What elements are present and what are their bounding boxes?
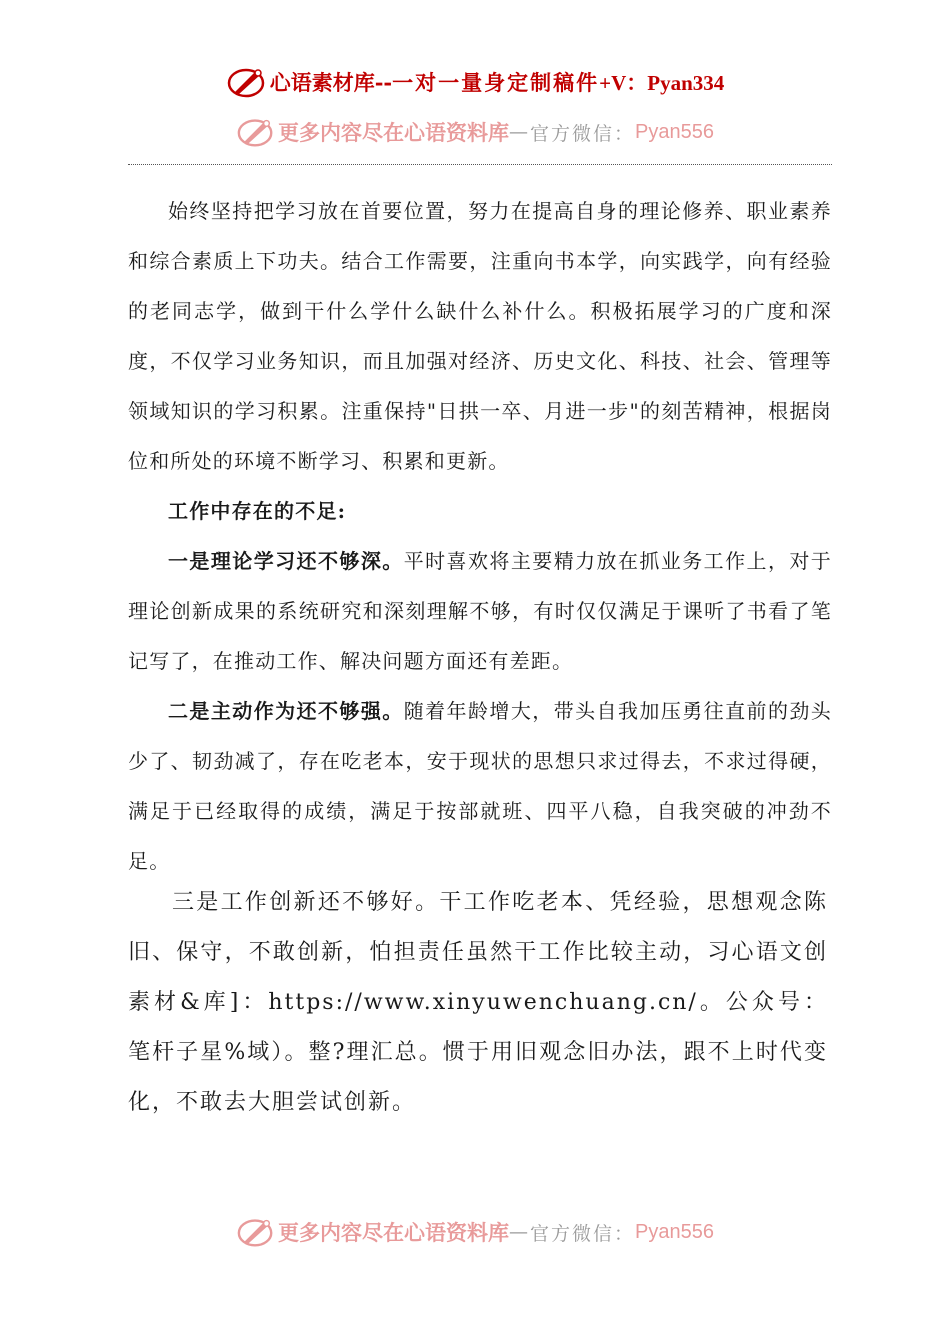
shortcoming-1-lead: 一是理论学习还不够深。 — [168, 549, 404, 573]
top-header — [0, 62, 950, 102]
shortcoming-2-body: 随着年龄增大，带头自我加压勇往直前的劲头少了、韧劲减了，存在吃老本，安于现状的思想只求过得去，不求过得硬，满足于已经取得的成绩，满足于按部就班、四平八稳，自我突破的冲劲不足。 — [128, 699, 833, 873]
pen-logo-icon — [226, 65, 268, 99]
pen-logo-icon — [236, 1215, 276, 1249]
wechat-id: Pyan556 — [635, 120, 714, 143]
paragraph-learning: 始终坚持把学习放在首要位置，努力在提高自身的理论修养、职业素养和综合素质上下功夫。结合工作需要，注重向书本学，向实践学，向有经验的老同志学，做到干什么学什么缺什么补什么。积极拓展学习的广度和深度，不仅学习业务知识，而且加强对经济、历史文化、科技、社会、管理等领域知识的学习积累。注重保持"日拱一卒、月进一步"的刻苦精神，根据岗位和所处的环境不断学习、积累和更新。 — [128, 199, 832, 473]
brand-name: 心语素材库 — [269, 70, 375, 95]
shortcoming-2-lead: 二是主动作为还不够强。 — [168, 699, 404, 723]
header-divider — [128, 164, 832, 165]
paragraph-shortcoming-1 — [128, 536, 832, 686]
promo-banner — [0, 112, 950, 152]
wechat-label: 官方微信： — [530, 122, 636, 145]
footer-wechat-id: Pyan556 — [635, 1220, 714, 1243]
promo-text: 更多内容尽在心语资料库 — [278, 120, 509, 145]
promo-dash: — — [509, 121, 530, 143]
pen-logo-icon — [236, 115, 276, 149]
brand-separator: -- — [374, 69, 393, 95]
section-heading: 工作中存在的不足: — [168, 499, 347, 523]
shortcoming-1-body: 平时喜欢将主要精力放在抓业务工作上，对于理论创新成果的系统研究和深刻理解不够，有时仅仅满足于课听了书看了笔记写了，在推动工作、解决问题方面还有差距。 — [128, 549, 833, 673]
footer-banner — [0, 1212, 950, 1252]
brand-contact: +V：Pyan334 — [599, 71, 725, 95]
footer-promo-text: 更多内容尽在心语资料库 — [278, 1220, 509, 1245]
footer-wechat-label: 官方微信： — [530, 1222, 636, 1245]
paragraph-shortcoming-3: 三是工作创新还不够好。干工作吃老本、凭经验，思想观念陈旧、保守，不敢创新，怕担责任虽然干工作比较主动，习心语文创素材&库]：https://www.xinyuwenchuang.cn/。公众号：笔杆子星%域）。整?理汇总。惯于用旧观念旧办法，跟不上时代变化，不敢去大胆尝试创新。 — [128, 890, 828, 1115]
brand-slogan: 一对一量身定制稿件 — [392, 70, 600, 95]
document-body — [128, 186, 832, 886]
footer-dash: — — [509, 1221, 530, 1243]
paragraph-shortcoming-2 — [128, 686, 832, 886]
